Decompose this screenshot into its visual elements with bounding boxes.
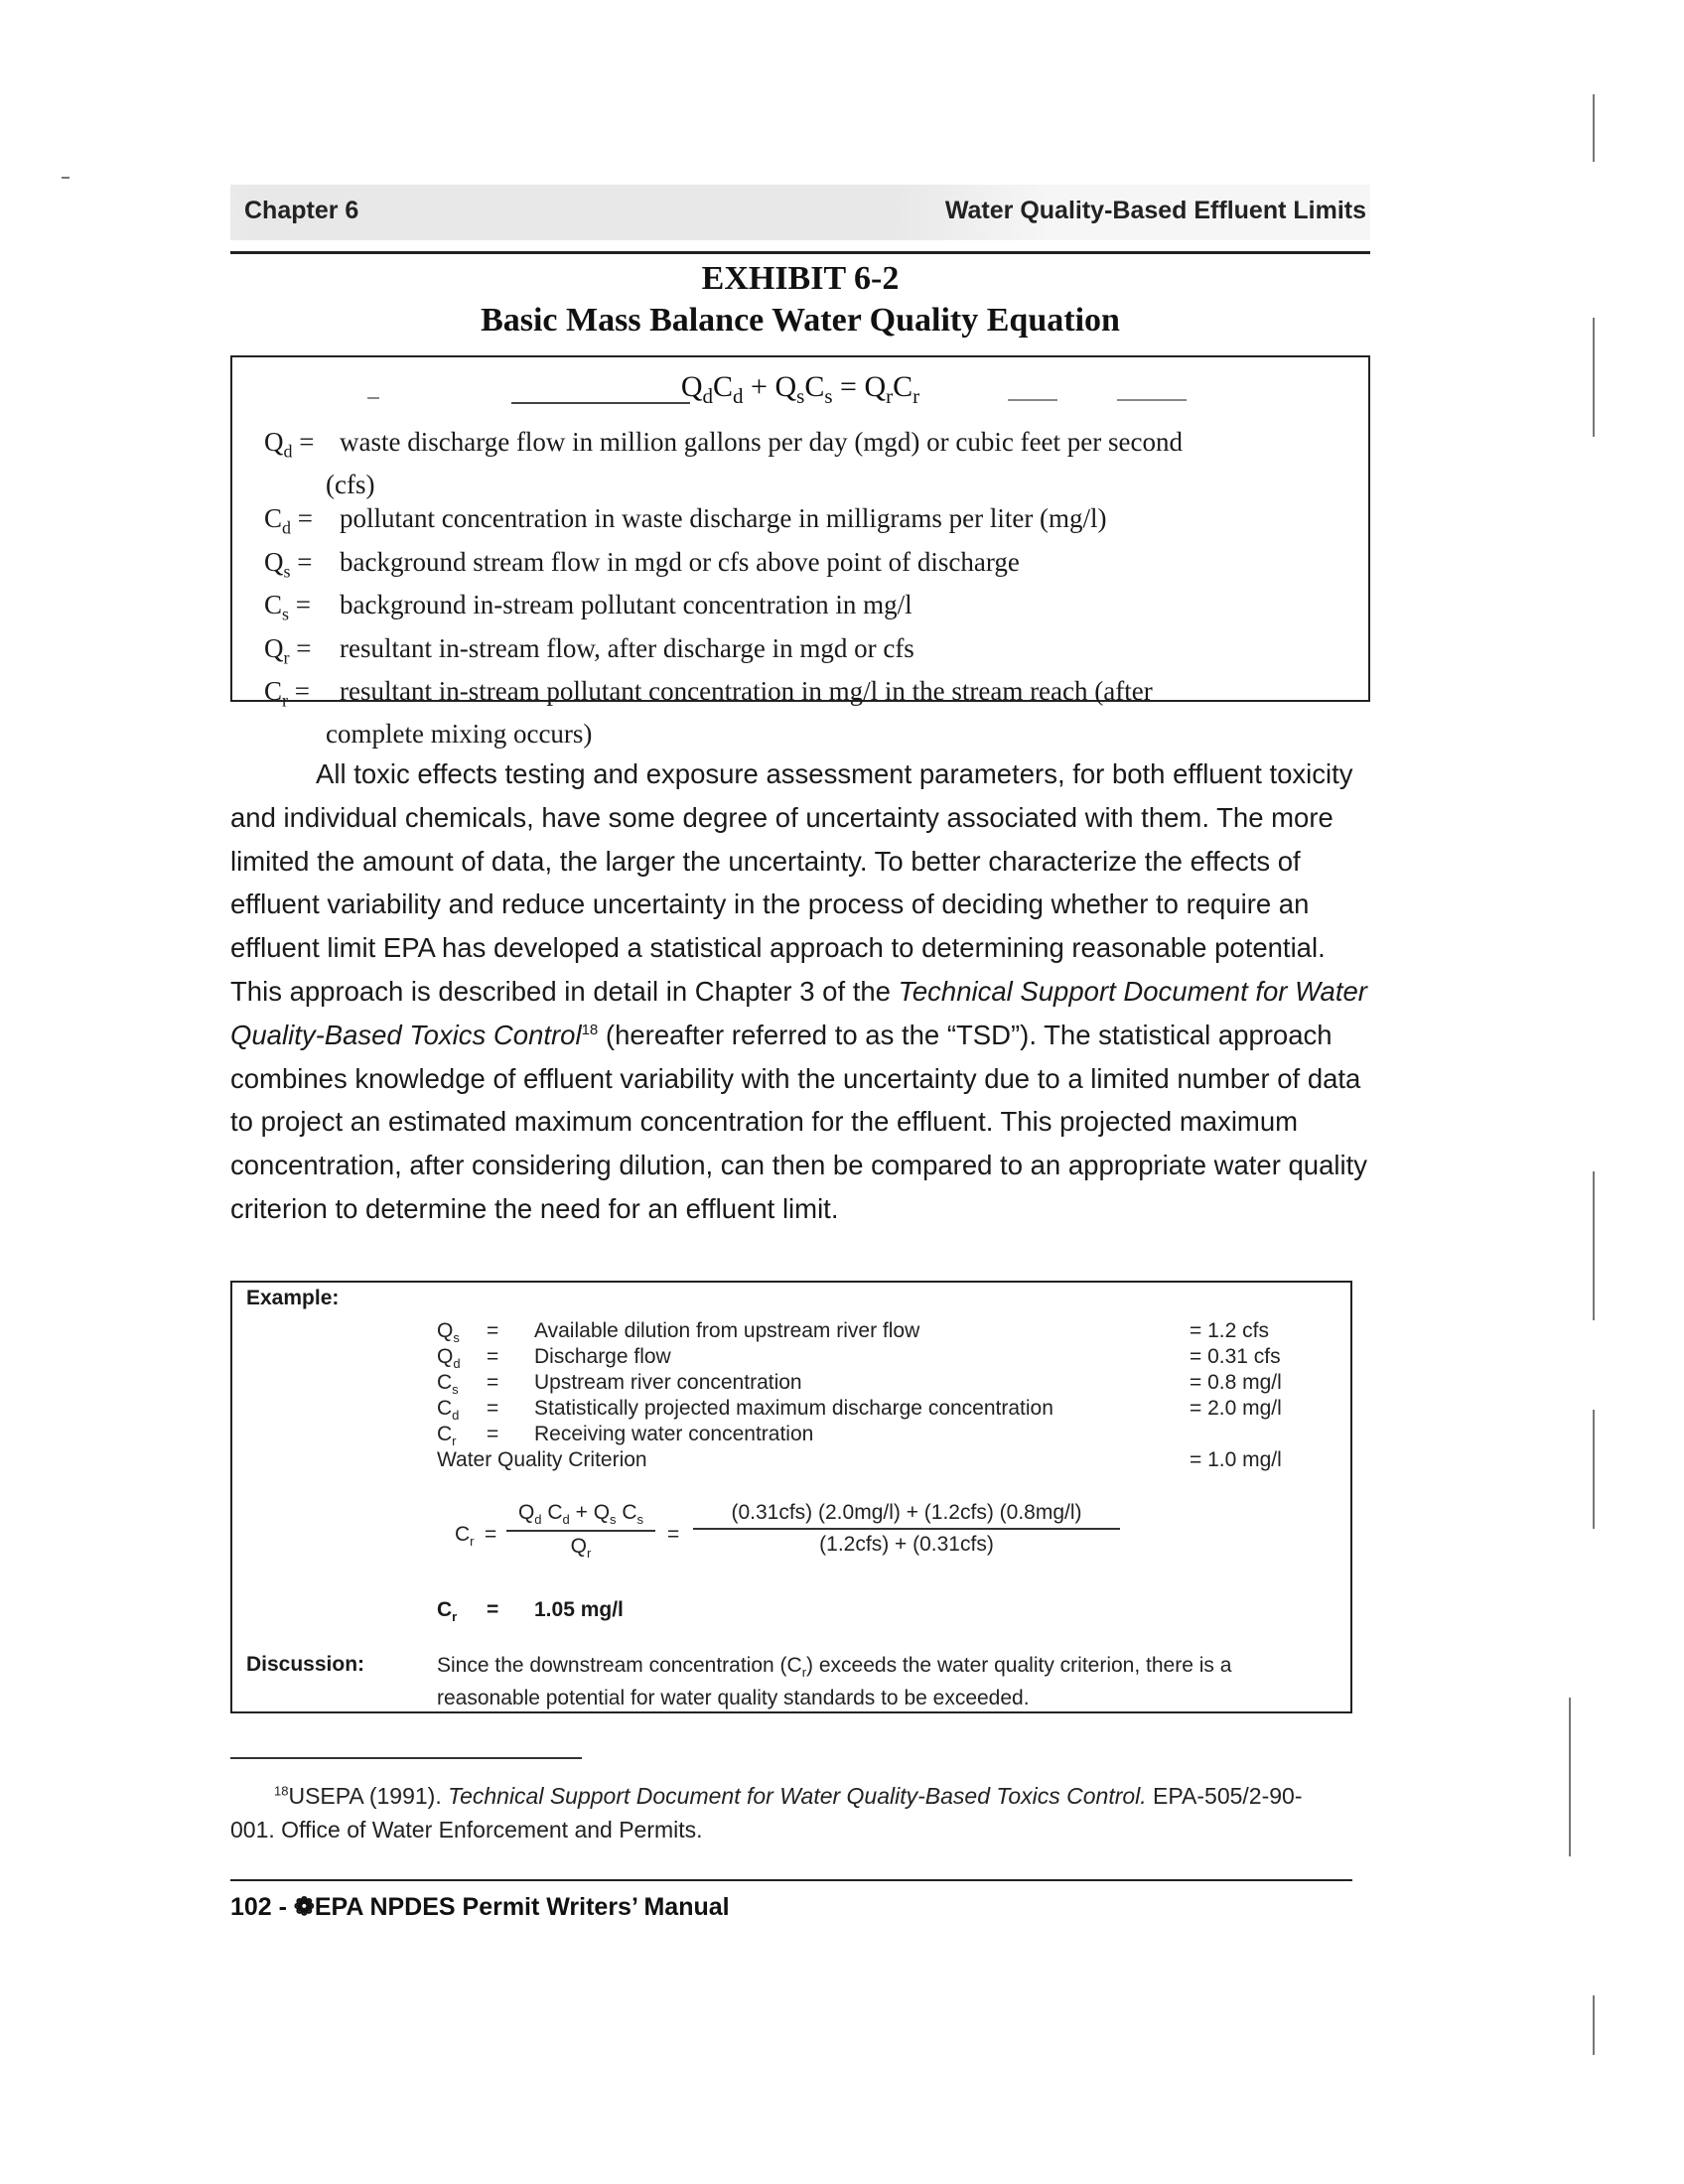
example-variables (437, 1318, 1319, 1473)
discussion-label: Discussion: (246, 1653, 365, 1676)
scan-margin-mark (1593, 318, 1595, 437)
variable-row: $C_d$ = Statistically projected maximum discharge concentration = 2.0 mg/l (437, 1397, 1282, 1424)
definition-row (264, 501, 1346, 544)
variable-row: $C_s$ = Upstream river concentration = 0.8 mg/l (437, 1371, 1282, 1398)
definition-continuation: complete mixing occurs) (326, 719, 593, 750)
definition-symbol: $Q_r$ = (264, 632, 312, 667)
tsd-title: Technical Support Document for Water Quality-Based Toxics Control (230, 975, 1367, 1050)
header-section-title: Water Quality-Based Effluent Limits (944, 197, 1366, 224)
scan-margin-mark (1593, 94, 1595, 162)
scan-margin-mark (62, 177, 70, 179)
definition-row (264, 545, 1346, 588)
definition-text: resultant in-stream pollutant concentration in mg/l in the stream reach (after (340, 675, 1153, 706)
paragraph-text: All toxic effects testing and exposure assessment parameters, for both effluent toxicity and individual chemicals, have some degree of uncertainty associated with them. The more limited the amount of data, the larger the uncertainty. To better characterize the effects of effluent variability and reduce uncertainty in the process of deciding whether to require an effluent limit EPA has developed a statistical approach to determining reasonable potential. This approach is described in detail in Chapter 3 of the (230, 758, 1353, 1007)
discussion-text: Since the downstream concentration $(C_r)$ exceeds the water quality criterion, there is a reasonable potential for water quality standards to be exceeded. (437, 1654, 1232, 1710)
mass-balance-equation: $Q_dC_d + Q_sC_s = Q_rC_r$ (680, 370, 920, 408)
example-result: $C_r$ = 1.05 mg/l (437, 1598, 624, 1625)
definition-text: background in-stream pollutant concentration in mg/l (340, 590, 912, 620)
result-value: 1.05 mg/l (534, 1598, 624, 1621)
page-footer: 102 - ❁EPA NPDES Permit Writers’ Manual (230, 1893, 730, 1921)
exhibit-subtitle: Basic Mass Balance Water Quality Equation (481, 302, 1120, 339)
definition-text: resultant in-stream flow, after discharge in mgd or cfs (340, 632, 914, 663)
definition-row (264, 631, 1346, 674)
scan-margin-mark (1593, 1171, 1595, 1320)
paragraph-text: (hereafter referred to as the “TSD”). The statistical approach combines knowledge of effluent variability with the uncertainty due to a limited number of data to project an estimated maximum concentration for the effluent. This projected maximum concentration, after considering dilution, can then be compared to an appropriate water quality criterion to determine the need for an effluent limit. (230, 1019, 1368, 1224)
footnote-rule (230, 1757, 582, 1759)
scan-margin-mark (1593, 1995, 1595, 2055)
example-label: Example: (246, 1287, 340, 1309)
scan-margin-mark (1593, 1410, 1595, 1529)
formula-symbolic: $\frac{Q_d C_d + Q_s C_s}{Q_r}$ (506, 1501, 655, 1561)
definition-symbol: $Q_d$ = (264, 427, 315, 462)
header-chapter: Chapter 6 (244, 197, 359, 224)
definition-symbol: $C_d$ = (264, 503, 313, 538)
header-rule (230, 251, 1370, 254)
variable-row: $Q_s$ = Available dilution from upstream river flow = 1.2 cfs (437, 1319, 1269, 1346)
definition-symbol: $Q_s$ = (264, 546, 313, 582)
footnote: $^{18}$USEPA (1991). Technical Support Document for Water Quality-Based Toxics Control. EPA-505/2-90-001. Office of Water Enforcement and Permits. (230, 1783, 1303, 1843)
footnote-ref: 18 (581, 1021, 599, 1038)
water-quality-criterion-row: Water Quality Criterion = 1.0 mg/l (437, 1448, 1282, 1471)
definition-row (264, 588, 1346, 630)
exhibit-title: EXHIBIT 6-2 (701, 260, 900, 297)
definitions-list (264, 425, 1346, 751)
definition-text: pollutant concentration in waste discharge in milligrams per liter (mg/l) (340, 503, 1107, 534)
definition-row (264, 425, 1346, 468)
formula-numeric: (0.31cfs) (2.0mg/l) + (1.2cfs) (0.8mg/l) (1.2cfs) + (0.31cfs) (693, 1501, 1120, 1557)
definition-text: waste discharge flow in million gallons per day (mgd) or cubic feet per second (340, 427, 1183, 457)
footer-rule (230, 1879, 1352, 1881)
variable-row: $C_r$ = Receiving water concentration (437, 1423, 814, 1449)
definition-symbol: $C_r$ = (264, 675, 310, 711)
definition-text: background stream flow in mgd or cfs above point of discharge (340, 546, 1020, 577)
definition-continuation: (cfs) (326, 470, 375, 500)
scan-margin-mark (1569, 1698, 1571, 1856)
definition-row (264, 674, 1346, 717)
definition-symbol: $C_s$ = (264, 590, 312, 624)
variable-row: $Q_d$ = Discharge flow = 0.31 cfs (437, 1345, 1281, 1372)
body-paragraph (230, 752, 1372, 1231)
